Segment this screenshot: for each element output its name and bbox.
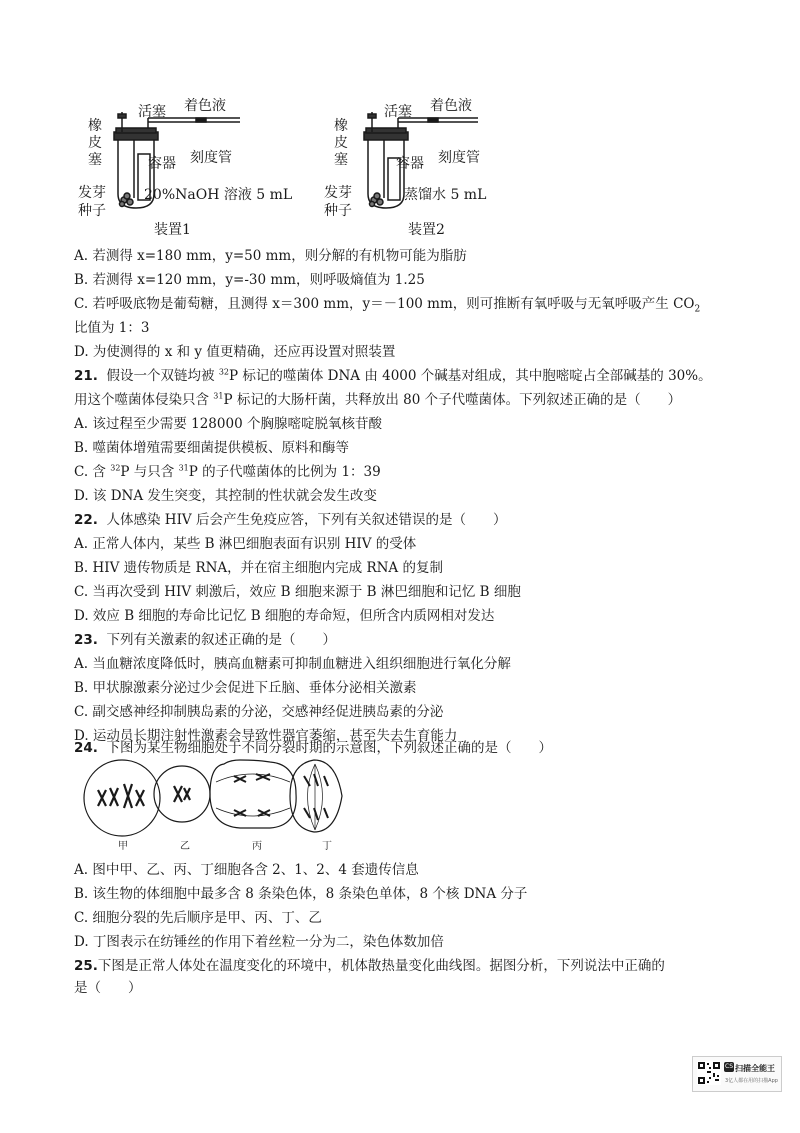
q24-option-a: A. 图中甲、乙、丙、丁细胞各含 2、1、2、4 套遗传信息 (74, 862, 419, 878)
device2-caption: 装置2 (408, 222, 445, 238)
device1-stopcock-label: 活塞 (138, 104, 166, 120)
device1-dye-label: 着色液 (184, 98, 226, 114)
cell-yi (154, 766, 210, 822)
q22-option-d: D. 效应 B 细胞的寿命比记忆 B 细胞的寿命短，但所含内质网相对发达 (74, 608, 495, 624)
q20-option-d: D. 为使测得的 x 和 y 值更精确，还应再设置对照装置 (74, 344, 396, 360)
q25-number: 25. (74, 958, 98, 974)
q21-stem-line2 (74, 390, 681, 410)
q24-option-c: C. 细胞分裂的先后顺序是甲、丙、丁、乙 (74, 910, 322, 926)
q24-option-b: B. 该生物的体细胞中最多含 8 条染色体，8 条染色单体，8 个核 DNA 分子 (74, 886, 528, 902)
q20-option-c-sub: 2 (694, 304, 701, 315)
device2-container-label: 容器 (396, 156, 424, 172)
q23-option-a: A. 当血糖浓度降低时，胰高血糖素可抑制血糖进入组织细胞进行氧化分解 (74, 656, 511, 672)
q21-stem1-a: 假设一个双链均被 (106, 368, 219, 384)
q21-sup31: 31 (213, 391, 224, 401)
q21-c-sup1: 32 (110, 463, 121, 473)
cell-label-ding: 丁 (322, 841, 332, 852)
q21-stem-line1 (74, 366, 712, 386)
device2-solution-label: 蒸馏水 5 mL (404, 187, 487, 203)
q21-stem1-b: P 标记的噬菌体 DNA 由 4000 个碱基对组成，其中胞嘧啶占全部碱基的 30%。 (229, 368, 712, 384)
q20-option-b: B. 若测得 x=120 mm，y=-30 mm，则呼吸熵值为 1.25 (74, 272, 425, 288)
q25-stem-line1 (74, 956, 665, 976)
q22-option-b: B. HIV 遗传物质是 RNA，并在宿主细胞内完成 RNA 的复制 (74, 560, 443, 576)
cell-label-jia: 甲 (118, 841, 128, 852)
device2-dye-label: 着色液 (430, 98, 472, 114)
respirometer-figure (78, 94, 498, 244)
cell-bing (210, 760, 296, 828)
watermark-title: 扫描全能王 (735, 1064, 775, 1073)
device1-stopper-label: 橡 皮 塞 (88, 118, 102, 168)
q20-option-c-line1 (74, 294, 700, 314)
cell-label-bing: 丙 (252, 841, 262, 852)
device1-caption: 装置1 (154, 222, 191, 238)
q21-c-a: C. 含 (74, 464, 111, 480)
q21-option-a: A. 该过程至少需要 128000 个胸腺嘧啶脱氧核苷酸 (74, 416, 382, 432)
q24-stem-text: 下图为某生物细胞处于不同分裂时期的示意图，下列叙述正确的是（ ） (106, 740, 553, 756)
q24-option-d: D. 丁图表示在纺锤丝的作用下着丝粒一分为二，染色体数加倍 (74, 934, 444, 950)
cell-division-figure (74, 752, 344, 852)
q22-option-c: C. 当再次受到 HIV 刺激后，效应 B 细胞来源于 B 淋巴细胞和记忆 B 细胞 (74, 584, 521, 600)
cell-division-drawing (74, 752, 344, 838)
q22-stem (74, 510, 506, 530)
q21-c-sup2: 31 (178, 463, 189, 473)
q20-option-c-line2: 比值为 1：3 (74, 320, 150, 336)
q21-sup32: 32 (218, 367, 229, 377)
q21-option-b: B. 噬菌体增殖需要细菌提供模板、原料和酶等 (74, 440, 350, 456)
cell-label-yi: 乙 (180, 841, 190, 852)
device1-seeds-label: 发芽 种子 (78, 185, 106, 219)
device2-stopcock-label: 活塞 (384, 104, 412, 120)
q20-option-c-text: C. 若呼吸底物是葡萄糖，且测得 x＝300 mm，y＝－100 mm，则可推断有氧呼吸与无氧呼吸产生 CO (74, 296, 695, 312)
q20-option-a: A. 若测得 x=180 mm，y=50 mm，则分解的有机物可能为脂肪 (74, 248, 467, 264)
q23-number: 23. (74, 632, 98, 648)
q22-number: 22. (74, 512, 98, 528)
q22-option-a: A. 正常人体内，某些 B 淋巴细胞表面有识别 HIV 的受体 (74, 536, 417, 552)
cs-logo-icon: CS (725, 1063, 733, 1070)
device1-tube-label: 刻度管 (190, 150, 232, 166)
q23-option-b: B. 甲状腺激素分泌过少会促进下丘脑、垂体分泌相关激素 (74, 680, 417, 696)
cell-ding (290, 760, 342, 832)
scanner-watermark (692, 1056, 782, 1092)
q25-stem-line2: 是（ ） (74, 980, 142, 996)
q23-option-d: D. 运动员长期注射性激素会导致性器官萎缩，甚至失去生育能力 (74, 728, 458, 744)
device1-solution-label: 20%NaOH 溶液 5 mL (144, 187, 293, 203)
q22-stem-text: 人体感染 HIV 后会产生免疫应答，下列有关叙述错误的是（ ） (106, 512, 507, 528)
cell-jia (84, 760, 160, 836)
device2-tube-label: 刻度管 (438, 150, 480, 166)
q21-stem2-b: P 标记的大肠杆菌，共释放出 80 个子代噬菌体。下列叙述正确的是（ ） (223, 392, 682, 408)
q21-c-c: P 的子代噬菌体的比例为 1：39 (188, 464, 381, 480)
qr-code-icon (697, 1061, 721, 1085)
q23-option-c: C. 副交感神经抑制胰岛素的分泌，交感神经促进胰岛素的分泌 (74, 704, 444, 720)
q21-option-d: D. 该 DNA 发生突变，其控制的性状就会发生改变 (74, 488, 377, 504)
q21-number: 21. (74, 368, 98, 384)
q23-stem-text: 下列有关激素的叙述正确的是（ ） (106, 632, 337, 648)
q24-number: 24. (74, 740, 98, 756)
device2-seeds-label: 发芽 种子 (324, 185, 352, 219)
q21-c-b: P 与只含 (120, 464, 179, 480)
q21-option-c (74, 462, 381, 482)
q25-stem1: 下图是正常人体处在温度变化的环境中，机体散热量变化曲线图。据图分析，下列说法中正确的 (97, 958, 665, 974)
device2-stopper-label: 橡 皮 塞 (334, 118, 348, 168)
q23-stem (74, 630, 336, 650)
q21-stem2-a: 用这个噬菌体侵染只含 (74, 392, 214, 408)
device1-container-label: 容器 (148, 156, 176, 172)
watermark-subtitle: 3亿人都在用的扫描App (725, 1078, 778, 1084)
